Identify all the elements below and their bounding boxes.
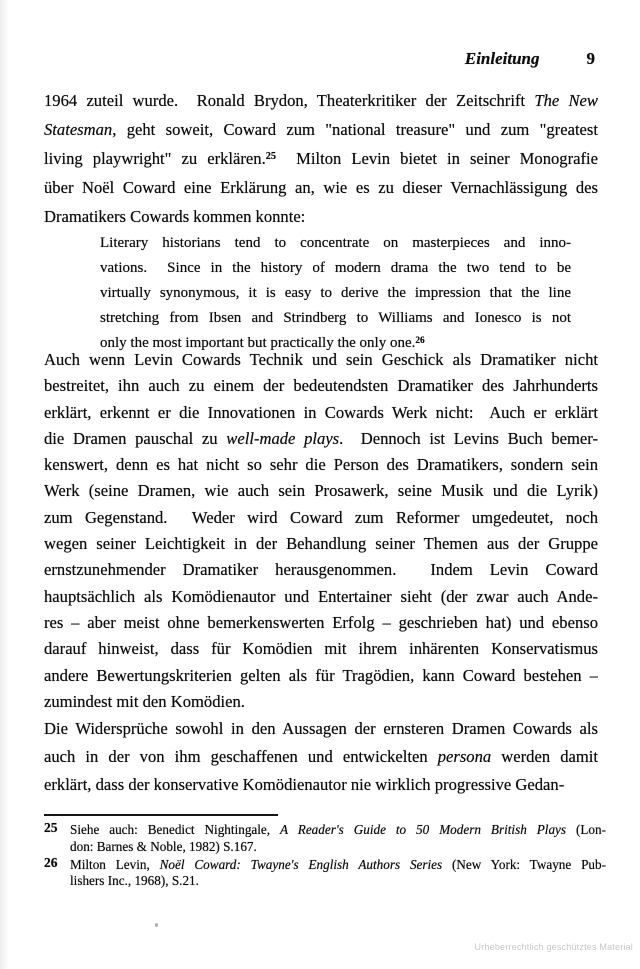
text-line: Siehe auch: Benedict Nightingale, A Reader's Guide to 50 Modern British Plays (Lon-: [70, 822, 606, 837]
footnotes-section: [44, 822, 606, 890]
blockquote: [100, 231, 571, 356]
text-line: Auch wenn Levin Cowards Technik und sein Geschick als Dramatiker nicht: [44, 350, 598, 369]
text-line: only the most important but practically the only one.$^{26}$: [100, 335, 425, 351]
text-line: wegen seiner Leichtigkeit in der Behandlung seiner Themen aus der Gruppe: [44, 534, 598, 554]
text-line: lishers Inc., 1968), S.21.: [70, 873, 199, 888]
footnote-25: [44, 822, 606, 855]
text-line: erklärt, dass der konservative Komödienautor nie wirklich progressive Gedan-: [44, 775, 565, 794]
text-line: Literary historians tend to concentrate on masterpieces and inno-: [100, 235, 571, 251]
text-line: Milton Levin, Noël Coward: Twayne's English Authors Series (New York: Twayne Pub-: [70, 856, 606, 872]
text-line: stretching from Ibsen and Strindberg to Williams and Ionesco is not: [100, 310, 571, 326]
text-line: auch in der von ihm geschaffenen und entwickelten persona werden damit: [44, 747, 598, 766]
paragraph-2: [44, 347, 598, 715]
text-line: zum Gegenstand. Weder wird Coward zum Reformer umgedeutet, noch: [44, 507, 598, 527]
text-line: bestreitet, ihn auch zu einem der bedeutendsten Dramatiker des Jahrhunderts: [44, 376, 598, 396]
text-line: darauf hinweist, dass für Komödien mit ihrem inhärenten Konservatismus: [44, 639, 598, 659]
copyright-watermark: Urheberrechtlich geschütztes Material: [474, 942, 633, 952]
text-line: andere Bewertungskriterien gelten als für Tragödien, kann Coward bestehen –: [44, 665, 598, 685]
text-line: kenswert, denn es hat nicht so sehr die Person des Dramatikers, sondern sein: [44, 455, 598, 475]
text-line: die Dramen pauschal zu well-made plays. Dennoch ist Levins Buch bemer-: [44, 428, 598, 448]
text-line: 1964 zuteil wurde. Ronald Brydon, Theaterkritiker der Zeitschrift The New: [44, 91, 598, 110]
footnote-text: [70, 822, 606, 855]
footnote-text: [70, 857, 606, 890]
text-line: hauptsächlich als Komödienautor und Entertainer sieht (der zwar auch Ande-: [44, 586, 598, 606]
text-line: Werk (seine Dramen, wie auch sein Prosawerk, seine Musik und die Lyrik): [44, 481, 598, 501]
text-line: res – aber meist ohne bemerkenswerten Erfolg – geschrieben hat) und ebenso: [44, 612, 598, 632]
text-line: don: Barnes & Noble, 1982) S.167.: [70, 838, 257, 854]
text-line: über Noël Coward eine Erklärung an, wie es zu dieser Vernachlässigung des: [44, 178, 598, 197]
text-line: ernstzunehmender Dramatiker herausgenommen. Indem Levin Coward: [44, 560, 598, 580]
chapter-title: Einleitung: [464, 49, 540, 68]
footnote-number: 26: [44, 854, 58, 870]
footnote-26: [44, 854, 606, 890]
paragraph-1: [44, 86, 598, 231]
scan-edge-shadow: [0, 0, 9, 969]
text-line: vations. Since in the history of modern drama the two tend to be: [100, 260, 571, 276]
text-line: Dramatikers Cowards kommen konnte:: [44, 207, 306, 226]
page-number: 9: [586, 49, 595, 68]
text-line: zumindest mit den Komödien.: [44, 691, 245, 711]
paragraph-3: [44, 715, 598, 799]
text-line: living playwright" zu erklären.$^{25}$ Milton Levin bietet in seiner Monografie: [44, 149, 598, 168]
text-line: virtually synonymous, it is easy to derive the impression that the line: [100, 285, 571, 301]
text-line: erklärt, erkennt er die Innovationen in Cowards Werk nicht: Auch er erklärt: [44, 402, 598, 422]
text-line: Die Widersprüche sowohl in den Aussagen der ernsteren Dramen Cowards als: [44, 719, 598, 738]
footnote-separator-rule: [44, 814, 278, 816]
text-line: Statesman, geht soweit, Coward zum "national treasure" und zum "greatest: [44, 120, 598, 139]
running-header: [465, 49, 595, 69]
footnote-number: 25: [44, 820, 58, 835]
scan-artifact-dot: [155, 923, 158, 927]
